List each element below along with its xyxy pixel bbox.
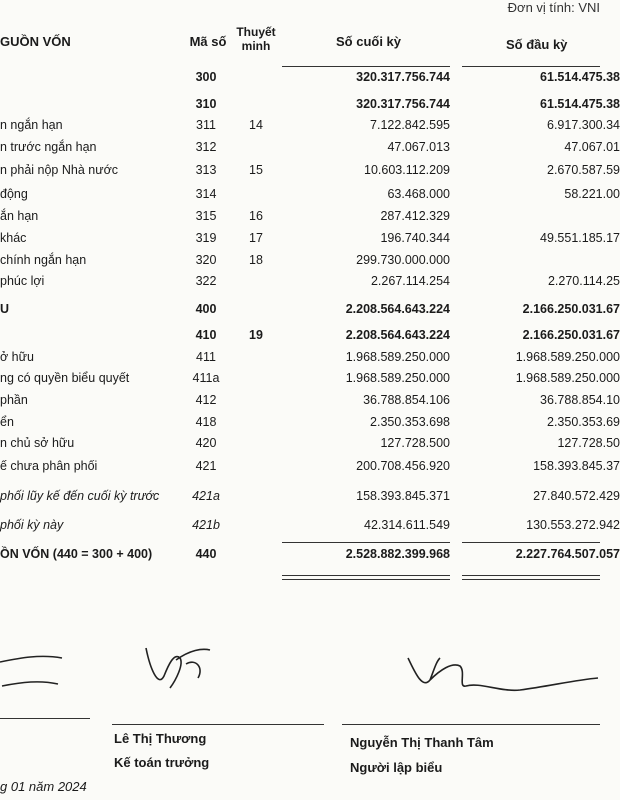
row-end-value: 127.728.500	[380, 436, 450, 450]
row-end-value: 63.468.000	[387, 187, 450, 201]
row-name: ng có quyền biểu quyết	[0, 371, 130, 385]
row-begin-value: 6.917.300.34	[547, 118, 620, 132]
row-note: 16	[249, 209, 263, 223]
date-text: g 01 năm 2024	[0, 779, 87, 794]
row-begin-value: 158.393.845.37	[533, 459, 620, 473]
header-col-note	[234, 25, 278, 53]
row-code: 314	[195, 187, 217, 201]
row-begin-value: 61.514.475.38	[540, 97, 620, 111]
row-end-value: 2.350.353.698	[370, 415, 450, 429]
row-code: 421a	[192, 489, 220, 503]
row-name: n ngắn hạn	[0, 118, 63, 132]
row-code: 411	[196, 350, 216, 364]
total-double-rule-begin-2	[462, 579, 600, 580]
total-double-rule-end-1	[282, 575, 450, 576]
table-row	[0, 253, 600, 273]
table-row	[0, 415, 620, 435]
row-code: 311	[196, 118, 216, 132]
row-code: 312	[195, 140, 217, 154]
table-row	[0, 163, 620, 183]
row-code: 300	[195, 70, 217, 84]
row-end-value: 1.968.589.250.000	[345, 371, 450, 385]
table-row	[0, 459, 620, 479]
signature-nguoi-lap-bieu	[400, 640, 600, 700]
header-col-end: Số cuối kỳ	[336, 34, 402, 49]
total-rule-top-begin	[462, 542, 600, 543]
signature-rule-mid	[112, 724, 324, 725]
header-col-note-line2: minh	[241, 39, 271, 53]
row-end-value: 2.528.882.399.968	[345, 547, 450, 561]
row-name: khác	[0, 231, 27, 245]
row-end-value: 2.208.564.643.224	[345, 328, 450, 342]
row-end-value: 36.788.854.106	[363, 393, 450, 407]
row-name: ển	[0, 415, 14, 429]
row-end-value: 10.603.112.209	[364, 163, 450, 177]
row-begin-value: 49.551.185.17	[540, 231, 620, 245]
row-end-value: 299.730.000.000	[356, 253, 450, 267]
header-col-name: GUỒN VỐN	[0, 34, 71, 49]
row-name: ế chưa phân phối	[0, 459, 98, 473]
row-begin-value: 2.670.587.59	[547, 163, 620, 177]
signature-rule-right	[342, 724, 600, 725]
signer2-title: Người lập biểu	[350, 760, 443, 775]
row-note: 15	[249, 163, 263, 177]
row-code: 412	[195, 393, 217, 407]
table-row	[0, 328, 620, 348]
table-row	[0, 489, 620, 509]
total-double-rule-end-2	[282, 579, 450, 580]
row-end-value: 7.122.842.595	[370, 118, 450, 132]
row-name: ắn hạn	[0, 209, 39, 223]
row-note: 19	[249, 328, 263, 342]
row-begin-value: 2.227.764.507.057	[515, 547, 620, 561]
row-end-value: 158.393.845.371	[356, 489, 450, 503]
table-row	[0, 350, 620, 370]
table-row	[0, 70, 620, 90]
row-begin-value: 2.166.250.031.67	[522, 328, 620, 342]
signature-left-mark	[0, 640, 70, 700]
row-begin-value: 61.514.475.38	[540, 70, 620, 84]
total-double-rule-begin-1	[462, 575, 600, 576]
header-rule-begin	[462, 66, 600, 67]
row-begin-value: 27.840.572.429	[533, 489, 620, 503]
row-begin-value: 127.728.50	[557, 436, 620, 450]
table-row	[0, 547, 620, 567]
header-col-note-line1: Thuyết	[236, 25, 276, 39]
header-col-begin: Số đầu kỳ	[506, 37, 568, 52]
row-name: n chủ sở hữu	[0, 436, 75, 450]
header-col-code: Mã số	[189, 34, 227, 49]
row-code: 320	[195, 253, 217, 267]
row-note: 18	[249, 253, 263, 267]
row-begin-value: 58.221.00	[564, 187, 620, 201]
signer1-title: Kế toán trưởng	[114, 755, 210, 770]
row-code: 400	[195, 302, 217, 316]
row-code: 418	[195, 415, 217, 429]
header-rule-end	[282, 66, 450, 67]
table-row	[0, 371, 620, 391]
signature-ke-toan-truong	[140, 628, 220, 698]
row-name: động	[0, 187, 28, 201]
row-end-value: 200.708.456.920	[356, 459, 450, 473]
row-end-value: 287.412.329	[380, 209, 450, 223]
unit-label: Đơn vị tính: VNI	[507, 0, 600, 15]
row-code: 313	[195, 163, 217, 177]
row-begin-value: 2.350.353.69	[547, 415, 620, 429]
row-note: 14	[249, 118, 263, 132]
table-row	[0, 97, 620, 117]
row-code: 421	[195, 459, 217, 473]
row-code: 410	[195, 328, 217, 342]
table-row	[0, 209, 600, 229]
row-code: 310	[195, 97, 217, 111]
table-row	[0, 231, 620, 251]
table-row	[0, 140, 620, 160]
total-rule-top-end	[282, 542, 450, 543]
row-end-value: 2.208.564.643.224	[345, 302, 450, 316]
table-row	[0, 302, 620, 322]
row-name: ở hữu	[0, 350, 34, 364]
table-row	[0, 187, 620, 207]
row-code: 315	[195, 209, 217, 223]
row-begin-value: 130.553.272.942	[526, 518, 620, 532]
row-code: 411a	[192, 371, 220, 385]
row-name: phúc lợi	[0, 274, 45, 288]
row-code: 421b	[192, 518, 220, 532]
table-row	[0, 274, 620, 294]
row-begin-value: 1.968.589.250.000	[515, 350, 620, 364]
table-row	[0, 518, 620, 538]
row-name: n phải nộp Nhà nước	[0, 163, 119, 177]
row-begin-value: 47.067.01	[564, 140, 620, 154]
table-row	[0, 436, 620, 456]
row-name: phối kỳ này	[0, 518, 64, 532]
row-code: 420	[195, 436, 217, 450]
row-name: phần	[0, 393, 28, 407]
row-code: 319	[195, 231, 217, 245]
row-begin-value: 2.270.114.25	[547, 274, 620, 288]
row-end-value: 47.067.013	[387, 140, 450, 154]
row-name: U	[0, 302, 10, 316]
row-note: 17	[249, 231, 263, 245]
row-name: chính ngắn hạn	[0, 253, 87, 267]
row-name: n trước ngắn hạn	[0, 140, 97, 154]
row-code: 322	[195, 274, 217, 288]
row-end-value: 320.317.756.744	[356, 97, 450, 111]
row-name: ỒN VỐN (440 = 300 + 400)	[0, 547, 153, 561]
row-begin-value: 36.788.854.10	[540, 393, 620, 407]
signer1-name: Lê Thị Thương	[114, 731, 207, 746]
row-begin-value: 2.166.250.031.67	[522, 302, 620, 316]
row-end-value: 320.317.756.744	[356, 70, 450, 84]
row-end-value: 196.740.344	[380, 231, 450, 245]
table-row	[0, 118, 620, 138]
row-code: 440	[195, 547, 217, 561]
row-name: phối lũy kế đến cuối kỳ trước	[0, 489, 160, 503]
signer2-name: Nguyễn Thị Thanh Tâm	[350, 735, 494, 750]
table-row	[0, 393, 620, 413]
row-begin-value: 1.968.589.250.000	[515, 371, 620, 385]
row-end-value: 1.968.589.250.000	[345, 350, 450, 364]
row-end-value: 2.267.114.254	[370, 274, 450, 288]
signature-rule-left	[0, 718, 90, 719]
row-end-value: 42.314.611.549	[364, 518, 450, 532]
